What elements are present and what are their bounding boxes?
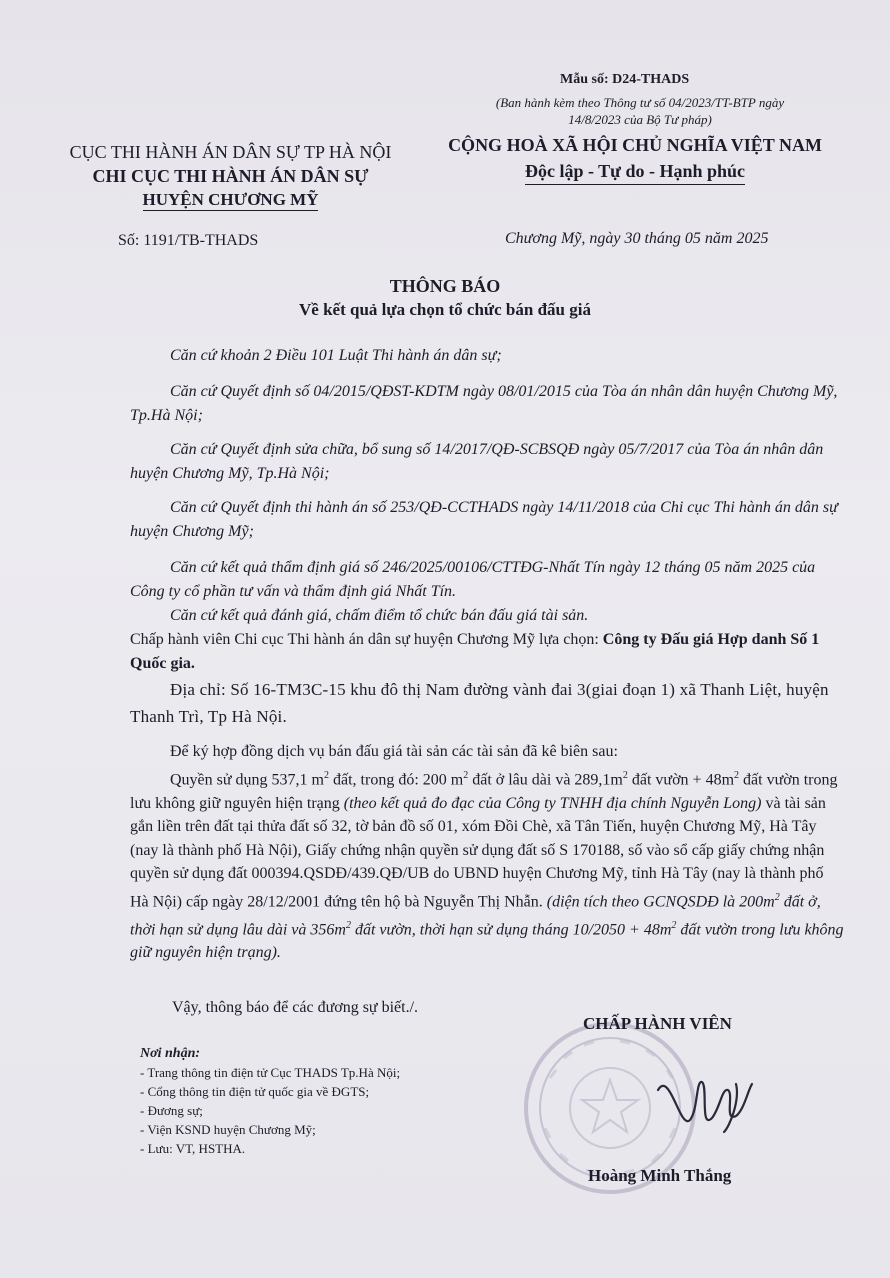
signature bbox=[650, 1060, 760, 1140]
agency-name: CHI CỤC THI HÀNH ÁN DÂN SỰ bbox=[92, 166, 369, 186]
place-date: Chương Mỹ, ngày 30 tháng 05 năm 2025 bbox=[505, 230, 769, 247]
superscript: 2 bbox=[622, 770, 628, 781]
company-address: Địa chỉ: Số 16-TM3C-15 khu đô thị Nam đường vành đai 3(giai đoạn 1) xã Thanh Liệt, huyện Thanh Trì, Tp Hà Nội. bbox=[130, 680, 829, 726]
asset-text-5: đất vườn trong lưu không giữ nguyên hiện trạng bbox=[130, 771, 838, 812]
recipients-block bbox=[140, 1044, 540, 1158]
form-code: Mẫu số: D24-THADS bbox=[560, 72, 690, 87]
recipient-item: - Viện KSND huyện Chương Mỹ; bbox=[140, 1122, 316, 1137]
document-number: Số: 1191/TB-THADS bbox=[118, 232, 259, 249]
signer-name: Hoàng Minh Thắng bbox=[588, 1166, 732, 1185]
form-note: (Ban hành kèm theo Thông tư số 04/2023/TT-BTP ngày 14/8/2023 của Bộ Tư pháp) bbox=[495, 95, 785, 127]
contract-intro: Để ký hợp đồng dịch vụ bán đấu giá tài sản các tài sản đã kê biên sau: bbox=[170, 743, 618, 760]
selection-paragraph bbox=[130, 628, 850, 676]
national-heading bbox=[420, 132, 850, 186]
document-subtitle: Về kết quả lựa chọn tổ chức bán đấu giá bbox=[299, 300, 591, 319]
basis-2: Căn cứ Quyết định số 04/2015/QĐST-KDTM ngày 08/01/2015 của Tòa án nhân dân huyện Chương Mỹ, Tp.Hà Nội; bbox=[130, 383, 838, 424]
agency-district bbox=[48, 188, 413, 212]
recipient-item: - Cổng thông tin điện tử quốc gia về ĐGTS; bbox=[140, 1084, 370, 1099]
agency-parent: CỤC THI HÀNH ÁN DÂN SỰ TP HÀ NỘI bbox=[69, 142, 392, 162]
superscript: 2 bbox=[671, 919, 677, 931]
issuing-agency bbox=[48, 140, 413, 212]
selected-company: Công ty Đấu giá Hợp danh Số 1 Quốc gia. bbox=[130, 631, 820, 672]
asset-text-3: đất ở lâu dài và 289,1m bbox=[468, 771, 623, 789]
document-title: THÔNG BÁO bbox=[389, 276, 501, 296]
asset-survey-note: (theo kết quả đo đạc của Công ty TNHH địa chính Nguyễn Long) bbox=[343, 794, 762, 812]
nation-name: CỘNG HOÀ XÃ HỘI CHỦ NGHĨA VIỆT NAM bbox=[448, 135, 822, 155]
nation-motto: Độc lập - Tự do - Hạnh phúc bbox=[525, 158, 745, 185]
asset-certificate-note-4: đất vườn trong lưu không giữ nguyên hiện trạng). bbox=[130, 920, 844, 962]
agency-district-text: HUYỆN CHƯƠNG MỸ bbox=[142, 190, 319, 209]
superscript: 2 bbox=[324, 770, 329, 781]
signer-title: CHẤP HÀNH VIÊN bbox=[583, 1014, 732, 1033]
superscript: 2 bbox=[463, 770, 469, 781]
basis-3: Căn cứ Quyết định sửa chữa, bổ sung số 14/2017/QĐ-SCBSQĐ ngày 05/7/2017 của Tòa án nhân dân huyện Chương Mỹ, Tp.Hà Nội; bbox=[130, 441, 824, 482]
recipients-heading: Nơi nhận: bbox=[140, 1046, 201, 1061]
asset-certificate-note-2: đất ở, thời hạn sử dụng lâu dài và 356m bbox=[130, 893, 821, 938]
closing-statement: Vậy, thông báo để các đương sự biết./. bbox=[172, 999, 419, 1016]
asset-description bbox=[130, 764, 845, 965]
superscript: 2 bbox=[774, 891, 780, 903]
basis-4: Căn cứ Quyết định thi hành án số 253/QĐ-CCTHADS ngày 14/11/2018 của Chi cục Thi hành án dân sự huyện Chương Mỹ; bbox=[130, 499, 838, 540]
superscript: 2 bbox=[345, 919, 351, 931]
asset-text-2: đất, trong đó: 200 m bbox=[329, 771, 464, 789]
basis-6: Căn cứ kết quả đánh giá, chấm điểm tổ chức bán đấu giá tài sản. bbox=[170, 607, 589, 624]
recipient-item: - Lưu: VT, HSTHA. bbox=[140, 1141, 246, 1156]
basis-5: Căn cứ kết quả thẩm định giá số 246/2025/00106/CTTĐG-Nhất Tín ngày 12 tháng 05 năm 2025 của Công ty cổ phần tư vấn và thẩm định giá Nhất Tín. bbox=[130, 559, 816, 600]
asset-text-1: Quyền sử dụng 537,1 m bbox=[170, 771, 324, 789]
asset-text-7: và tài sản gắn liền trên đất tại thửa đất số 32, tờ bản đồ số 01, xóm Đồi Chè, xã Tân Tiến, huyện Chương Mỹ, Hà Tây (nay là thành phố Hà Nội), Giấy chứng nhận quyền sử dụng đất số S 170188, số vào sổ cấp giấy chứng nhận quyền sử dụng đất 000394.QSDĐ/439.QĐ/UB do UBND huyện Chương Mỹ, tỉnh Hà Tây (nay là thành phố Hà Nội) cấp ngày 28/12/2001 đứng tên hộ bà Nguyễn Thị Nhẫn. bbox=[130, 794, 826, 911]
recipient-item: - Trang thông tin điện tử Cục THADS Tp.Hà Nội; bbox=[140, 1065, 401, 1080]
basis-1: Căn cứ khoản 2 Điều 101 Luật Thi hành án dân sự; bbox=[170, 347, 502, 364]
asset-certificate-note-3: đất vườn, thời hạn sử dụng tháng 10/2050 + 48m bbox=[350, 920, 672, 938]
asset-certificate-note-1: (diện tích theo GCNQSDĐ là 200m bbox=[546, 893, 775, 911]
selection-intro: Chấp hành viên Chi cục Thi hành án dân sự huyện Chương Mỹ lựa chọn: bbox=[130, 631, 603, 648]
recipient-item: - Đương sự; bbox=[140, 1103, 203, 1118]
asset-text-4: đất vườn + 48m bbox=[627, 771, 735, 789]
superscript: 2 bbox=[734, 770, 740, 781]
